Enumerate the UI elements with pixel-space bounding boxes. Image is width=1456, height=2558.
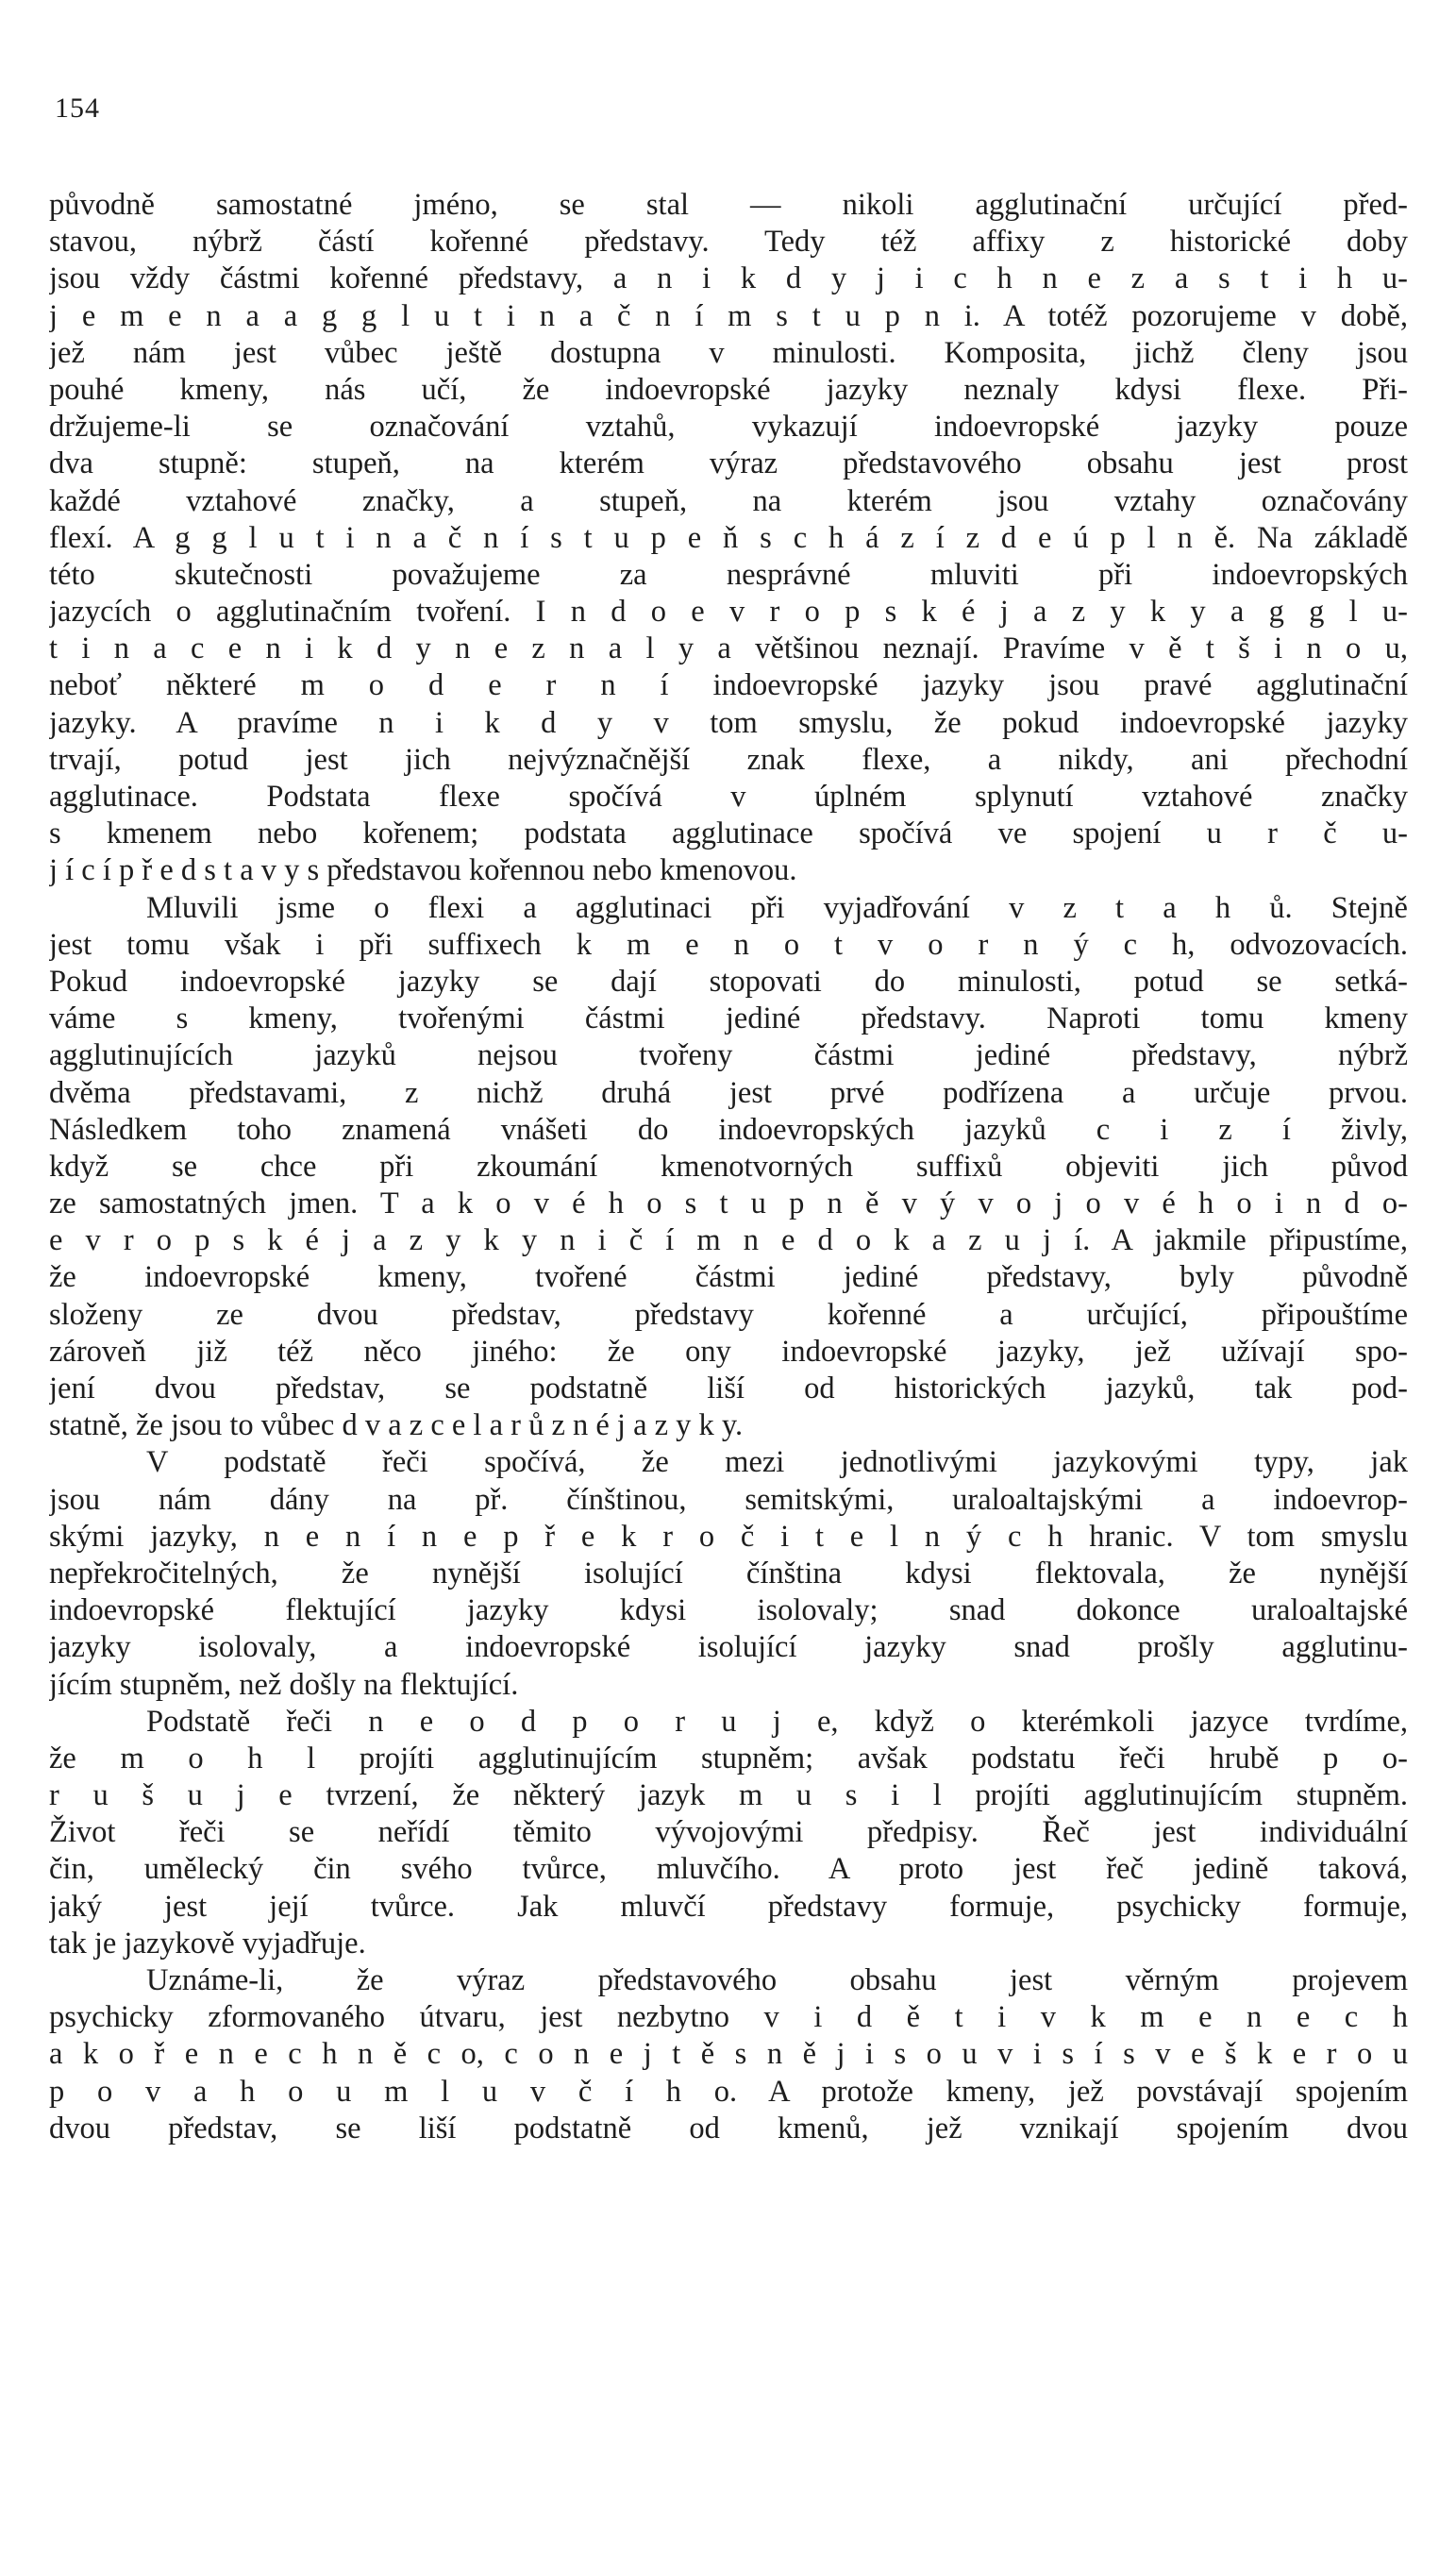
text-line: j e m e n a a g g l u t i n a č n í m s t u p n i. A totéž pozorujeme v době,	[49, 298, 1408, 333]
text-line: že indoevropské kmeny, tvořené částmi jediné představy, byly původně	[49, 1260, 1408, 1295]
text-line: s kmenem nebo kořenem; podstata agglutinace spočívá ve spojení u r č u-	[49, 816, 1408, 851]
text-line: složeny ze dvou představ, představy kořenné a určující, připouštíme	[49, 1297, 1408, 1332]
text-line: p o v a h o u m l u v č í h o. A protože kmeny, jež povstávají spojením	[49, 2074, 1408, 2109]
text-line: že m o h l projíti agglutinujícím stupněm; avšak podstatu řeči hrubě p o-	[49, 1741, 1408, 1775]
body-text	[49, 187, 1408, 2147]
text-line: agglutinace. Podstata flexe spočívá v úplném splynutí vztahové značky	[49, 780, 1408, 814]
text-line: jazycích o agglutinačním tvoření. I n d o e v r o p s k é j a z y k y a g g l u-	[49, 595, 1408, 630]
text-line: když se chce při zkoumání kmenotvorných suffixů objeviti jich původ	[49, 1149, 1408, 1184]
text-line: agglutinujících jazyků nejsou tvořeny částmi jediné představy, nýbrž	[49, 1038, 1408, 1073]
text-line: t i n a c e n i k d y n e z n a l y a většinou neznají. Pravíme v ě t š i n o u,	[49, 631, 1408, 666]
page-number: 154	[55, 93, 100, 124]
text-line: Pokud indoevropské jazyky se dají stopovati do minulosti, potud se setká-	[49, 964, 1408, 999]
text-line: dva stupně: stupeň, na kterém výraz představového obsahu jest prost	[49, 446, 1408, 481]
text-line: tak je jazykově vyjadřuje.	[49, 1926, 366, 1961]
text-line: pouhé kmeny, nás učí, že indoevropské jazyky neznaly kdysi flexe. Při-	[49, 372, 1408, 407]
text-line: jsou nám dány na př. čínštinou, semitskými, uraloaltajskými a indoevrop-	[49, 1482, 1408, 1517]
text-line: jež nám jest vůbec ještě dostupna v minulosti. Komposita, jichž členy jsou	[49, 335, 1408, 370]
text-line: čin, umělecký čin svého tvůrce, mluvčího. A proto jest řeč jedině taková,	[49, 1852, 1408, 1887]
text-line: psychicky zformovaného útvaru, jest nezbytno v i d ě t i v k m e n e c h	[49, 2000, 1408, 2035]
text-line: indoevropské flektující jazyky kdysi isolovaly; snad dokonce uraloaltajské	[49, 1593, 1408, 1628]
text-line: jení dvou představ, se podstatně liší od historických jazyků, tak pod-	[49, 1372, 1408, 1405]
text-line: dvou představ, se liší podstatně od kmenů, jež vznikají spojením dvou	[49, 2111, 1408, 2146]
text-line: ze samostatných jmen. T a k o v é h o s t u p n ě v ý v o j o v é h o i n d o-	[49, 1186, 1408, 1221]
text-line: nepřekročitelných, že nynější isolující čínština kdysi flektovala, že nynější	[49, 1556, 1408, 1590]
text-line: V podstatě řeči spočívá, že mezi jednotlivými jazykovými typy, jak	[146, 1445, 1408, 1480]
text-line: jazyky isolovaly, a indoevropské isolující jazyky snad prošly agglutinu-	[49, 1630, 1408, 1665]
text-line: trvají, potud jest jich nejvýznačnější znak flexe, a nikdy, ani přechodní	[49, 742, 1408, 777]
text-line: Život řeči se neřídí těmito vývojovými předpisy. Řeč jest individuální	[49, 1815, 1408, 1850]
text-line: Mluvili jsme o flexi a agglutinaci při vyjadřování v z t a h ů. Stejně	[146, 890, 1408, 925]
text-line: jest tomu však i při suffixech k m e n o t v o r n ý c h, odvozovacích.	[49, 927, 1408, 962]
text-line: dvěma představami, z nichž druhá jest prvé podřízena a určuje prvou.	[49, 1075, 1408, 1110]
text-line: a k o ř e n e c h n ě c o, c o n e j t ě s n ě j i s o u v i s í s v e š k e r o u	[49, 2037, 1408, 2072]
text-line: každé vztahové značky, a stupeň, na kterém jsou vztahy označovány	[49, 483, 1408, 518]
text-line: držujeme-li se označování vztahů, vykazují indoevropské jazyky pouze	[49, 410, 1408, 445]
text-line: neboť některé m o d e r n í indoevropské jazyky jsou pravé agglutinační	[49, 668, 1408, 703]
text-line: skými jazyky, n e n í n e p ř e k r o č i t e l n ý c h hranic. V tom smyslu	[49, 1519, 1408, 1554]
text-line: váme s kmeny, tvořenými částmi jediné představy. Naproti tomu kmeny	[49, 1001, 1408, 1036]
text-line: stavou, nýbrž částí kořenné představy. Tedy též affixy z historické doby	[49, 225, 1408, 260]
text-line: Uznáme-li, že výraz představového obsahu jest věrným projevem	[146, 1963, 1408, 1997]
text-line: jaký jest její tvůrce. Jak mluvčí představy formuje, psychicky formuje,	[49, 1889, 1408, 1924]
text-line: této skutečnosti považujeme za nesprávné mluviti při indoevropských	[49, 557, 1408, 592]
text-line: jazyky. A pravíme n i k d y v tom smyslu, že pokud indoevropské jazyky	[49, 705, 1408, 740]
text-line: e v r o p s k é j a z y k y n i č í m n e d o k a z u j í. A jakmile připustíme,	[49, 1223, 1408, 1258]
text-line: r u š u j e tvrzení, že některý jazyk m u s i l projíti agglutinujícím stupněm.	[49, 1778, 1408, 1813]
text-line: původně samostatné jméno, se stal — nikoli agglutinační určující před-	[49, 188, 1408, 222]
text-line: flexí. A g g l u t i n a č n í s t u p e ň s c h á z í z d e ú p l n ě. Na základě	[49, 520, 1408, 555]
text-line: jícím stupněm, než došly na flektující.	[49, 1667, 519, 1702]
text-line: statně, že jsou to vůbec d v a z c e l a r ů z n é j a z y k y.	[49, 1408, 744, 1443]
text-line: Podstatě řeči n e o d p o r u j e, když o kterémkoli jazyce tvrdíme,	[146, 1704, 1408, 1739]
text-line: zároveň již též něco jiného: že ony indoevropské jazyky, jež užívají spo-	[49, 1334, 1408, 1369]
text-line: Následkem toho znamená vnášeti do indoevropských jazyků c i z í živly,	[49, 1112, 1408, 1147]
text-line: j í c í p ř e d s t a v y s představou kořennou nebo kmenovou.	[49, 853, 797, 888]
text-line: jsou vždy částmi kořenné představy, a n i k d y j i c h n e z a s t i h u-	[49, 261, 1408, 296]
